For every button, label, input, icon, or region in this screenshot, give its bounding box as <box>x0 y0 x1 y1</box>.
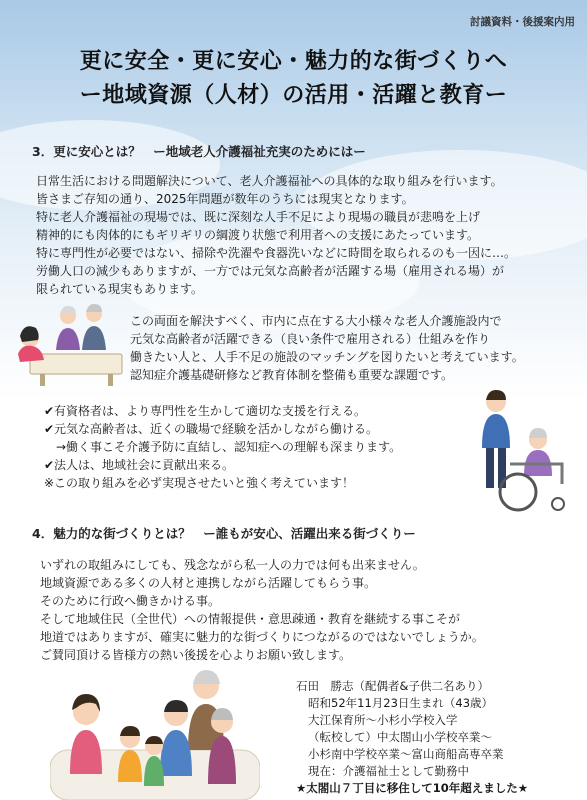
section4-paragraph <box>40 556 484 664</box>
section4-heading: 4．魅力的な街づくりとは？ ー誰もが安心、活躍出来る街づくりー <box>32 526 416 541</box>
text-line: 特に老人介護福祉の現場では、既に深刻な人手不足により現場の職員が悲鳴を上げ <box>36 210 481 224</box>
text-line: 特に専門性が必要ではない、掃除や洗濯や食器洗いなどに時間を取られるのも一因に…。 <box>36 246 517 260</box>
profile-occupation: 現在：介護福祉士として勤務中 <box>308 764 469 778</box>
text-line: この両面を解決すべく、市内に点在する大小様々な老人介護施設内で <box>130 314 502 328</box>
check-item: ✔法人は、地域社会に貢献出来る。 <box>44 458 235 472</box>
text-line: ご賛同頂ける皆様方の熱い後援を心よりお願い致します。 <box>40 648 352 662</box>
check-item: ✔有資格者は、より専門性を生かして適切な支援を行える。 <box>44 404 367 418</box>
text-line: 認知症介護基礎研修など教育体制を整備も重要な課題です。 <box>130 368 454 382</box>
text-line: 働きたい人と、人手不足の施設のマッチングを図りたいと考えています。 <box>130 350 524 364</box>
text-line: 労働人口の減少もありますが、一方では元気な高齢者が活躍する場（雇用される場）が <box>36 264 505 278</box>
text-line: 元気な高齢者が活躍できる（良い条件で雇用される）仕組みを作り <box>130 332 491 346</box>
wheelchair-care-illustration <box>466 388 576 518</box>
profile-residence: ★太閤山７丁目に移住して10年超えました★ <box>296 781 529 795</box>
profile-education: 小杉南中学校卒業～富山商船高専卒業 <box>308 747 504 761</box>
section3-heading: 3．更に安心とは？ ー地域老人介護福祉充実のためにはー <box>32 144 366 159</box>
profile-name: 石田 勝志（配偶者&子供二名あり） <box>296 679 489 693</box>
section3-checklist <box>44 402 401 492</box>
check-item: ✔元気な高齢者は、近くの職場で経験を活かしながら働ける。 <box>44 422 379 436</box>
consultation-illustration <box>16 298 126 388</box>
section3-paragraph1 <box>36 172 516 298</box>
text-line: 地道ではありますが、確実に魅力的な街づくりにつながるのではないでしょうか。 <box>40 630 484 644</box>
family-illustration <box>50 664 260 800</box>
text-line: 地域資源である多くの人材と連携しながら活躍してもらう事。 <box>40 576 377 590</box>
section3-paragraph2 <box>130 312 524 384</box>
text-line: 精神的にも肉体的にもギリギリの綱渡り状態で利用者への支援にあたっています。 <box>36 228 480 242</box>
check-item: →働く事こそ介護予防に直結し、認知症への理解も深まります。 <box>44 440 402 454</box>
main-title-line2: ー地域資源（人材）の活用・活躍と教育ー <box>79 83 508 108</box>
profile-education: （転校して）中太閤山小学校卒業～ <box>308 730 492 744</box>
main-title-line1: 更に安全・更に安心・魅力的な街づくりへ <box>79 49 508 74</box>
text-line: 皆さまご存知の通り、2025年問題が数年のうちには現実となります。 <box>36 192 414 206</box>
document-tag: 討議資料・後援案内用 <box>470 16 575 28</box>
profile-education: 大江保育所～小杉小学校入学 <box>308 713 458 727</box>
text-line: そして地域住民（全世代）への情報提供・意思疎通・教育を継続する事こそが <box>40 612 461 626</box>
candidate-profile <box>296 678 528 797</box>
profile-birth: 昭和52年11月23日生まれ（43歳） <box>308 696 494 710</box>
text-line: 限られている現実もあります。 <box>36 282 204 296</box>
text-line: 日常生活における問題解決について、老人介護福祉への具体的な取り組みを行います。 <box>36 174 503 188</box>
check-item: ※この取り組みを必ず実現させたいと強く考えています！ <box>44 476 355 490</box>
text-line: そのために行政へ働きかける事。 <box>40 594 221 608</box>
text-line: いずれの取組みにしても、残念ながら私一人の力では何も出来ません。 <box>40 558 425 572</box>
